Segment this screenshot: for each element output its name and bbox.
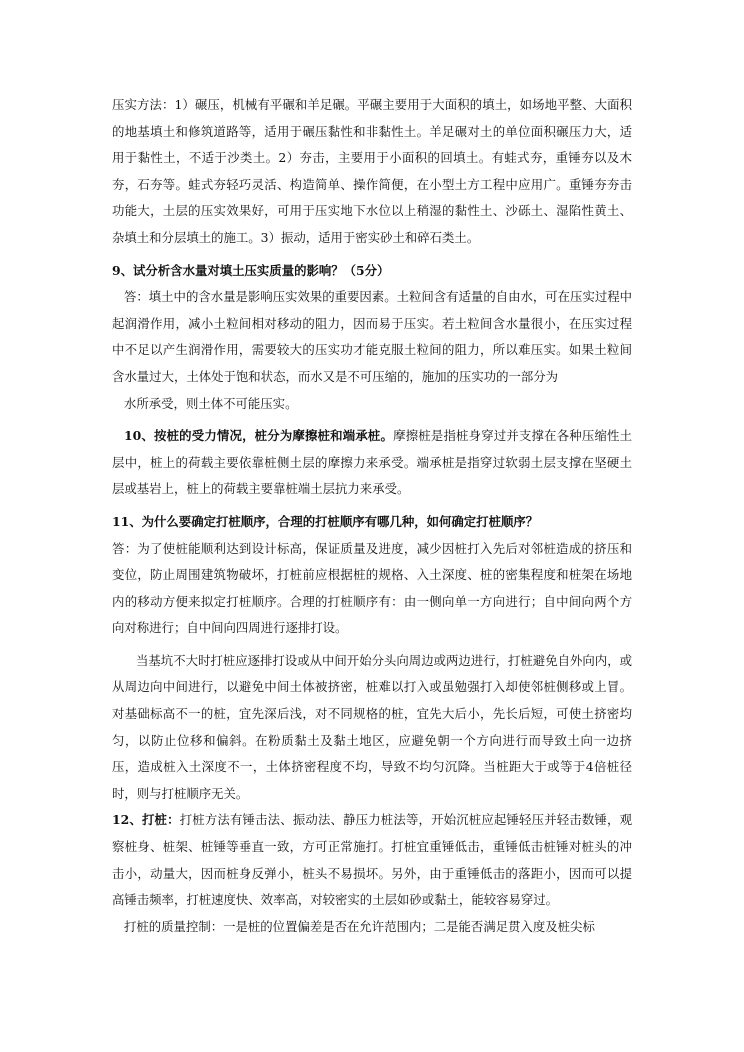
question-11-heading: 11、为什么要确定打桩顺序，合理的打桩顺序有哪几种，如何确定打桩顺序？ [112,513,539,529]
question-9-answer: 答：填土中的含水量是影响压实效果的重要因素。土粒间含有适量的自由水，可在压实过程中起润滑作用，减小土粒间相对移动的阻力，因而易于压实。若土粒间含水量很小，在压实过程中不足以产生润滑作用，需要较大的压实功才能克服土粒间的阻力，所以难压实。如果土粒间含水量过大，土体处于饱和状态，而水又是不可压缩的，施加的压实功的一部分为 [112,289,633,384]
compaction-methods-paragraph: 压实方法：1）碾压，机械有平碾和羊足碾。平碾主要用于大面积的填土，如场地平整、大面积的地基填土和修筑道路等，适用于碾压黏性和非黏性土。羊足碾对土的单位面积碾压力大，适用于黏性土，不适于沙类土。2）夯击，主要用于小面积的回填土。有蛙式夯，重锤夯以及木夯，石夯等。蛙式夯轻巧灵活、构造简单、操作简便，在小型土方工程中应用广。重锤夯夯击功能大，土层的压实效果好，可用于压实地下水位以上稍湿的黏性土、沙砾土、湿陷性黄土、杂填土和分层填土的施工。3）振动，适用于密实砂土和碎石类土。 [112,97,632,245]
question-9-answer-continued: 水所承受，则土体不可能压实。 [124,395,298,411]
question-10-lead: 10、按桩的受力情况，桩分为摩擦桩和端承桩。 [124,428,394,444]
question-12-paragraph [112,807,632,913]
question-11-paragraph-2: 当基坑不大时打桩应逐排打设或从中间开始分头向周边或两边进行，打桩避免自外向内，或从周边向中间进行，以避免中间土体被挤密，桩难以打入或虽勉强打入却使邻桩侧移或上冒。对基础标高不一的桩，宜先深后浅，对不同规格的桩，宜先大后小，先长后短，可使土挤密均匀，以防止位移和偏斜。在粉质黏土及黏土地区，应避免朝一个方向进行而导致土向一边挤压，造成桩入土深度不一，土体挤密程度不均，导致不均匀沉降。当桩距大于或等于4倍桩径时，则与打桩顺序无关。 [112,652,632,801]
document-body [112,92,632,940]
question-12-lead: 12、打桩： [112,812,180,828]
question-10-body: 摩擦桩是指桩身穿过并支撑在各种压缩性土层中，桩上的荷载主要依靠桩侧土层的摩擦力来承受。端承桩是指穿过软弱土层支撑在坚硬土层或基岩上，桩上的荷载主要靠桩端土层抗力来承受。 [112,428,632,497]
question-12-body: 打桩方法有锤击法、振动法、静压力桩法等，开始沉桩应起锤轻压并轻击数锤，观察桩身、桩架、桩锤等垂直一致，方可正常施打。打桩宜重锤低击，重锤低击桩锤对桩头的冲击小，动量大，因而桩身反弹小，桩头不易损坏。另外，由于重锤低击的落距小，因而可以提高锤击频率，打桩速度快、效率高，对较密实的土层如砂或黏土，能较容易穿过。 [112,812,632,908]
question-11-answer: 答：为了使桩能顺利达到设计标高，保证质量及进度，减少因桩打入先后对邻桩造成的挤压和变位，防止周围建筑物破坏，打桩前应根据桩的规格、入土深度、桩的密集程度和桩架在场地内的移动方便来拟定打桩顺序。合理的打桩顺序有：由一侧向单一方向进行；自中间向两个方向对称进行；自中间向四周进行逐排打设。 [112,540,632,636]
question-9-heading: 9、试分析含水量对填土压实质量的影响？（5分） [112,262,390,278]
question-12-paragraph-2: 打桩的质量控制：一是桩的位置偏差是否在允许范围内；二是能否满足贯入度及桩尖标 [124,918,595,934]
question-10-paragraph [112,423,632,503]
